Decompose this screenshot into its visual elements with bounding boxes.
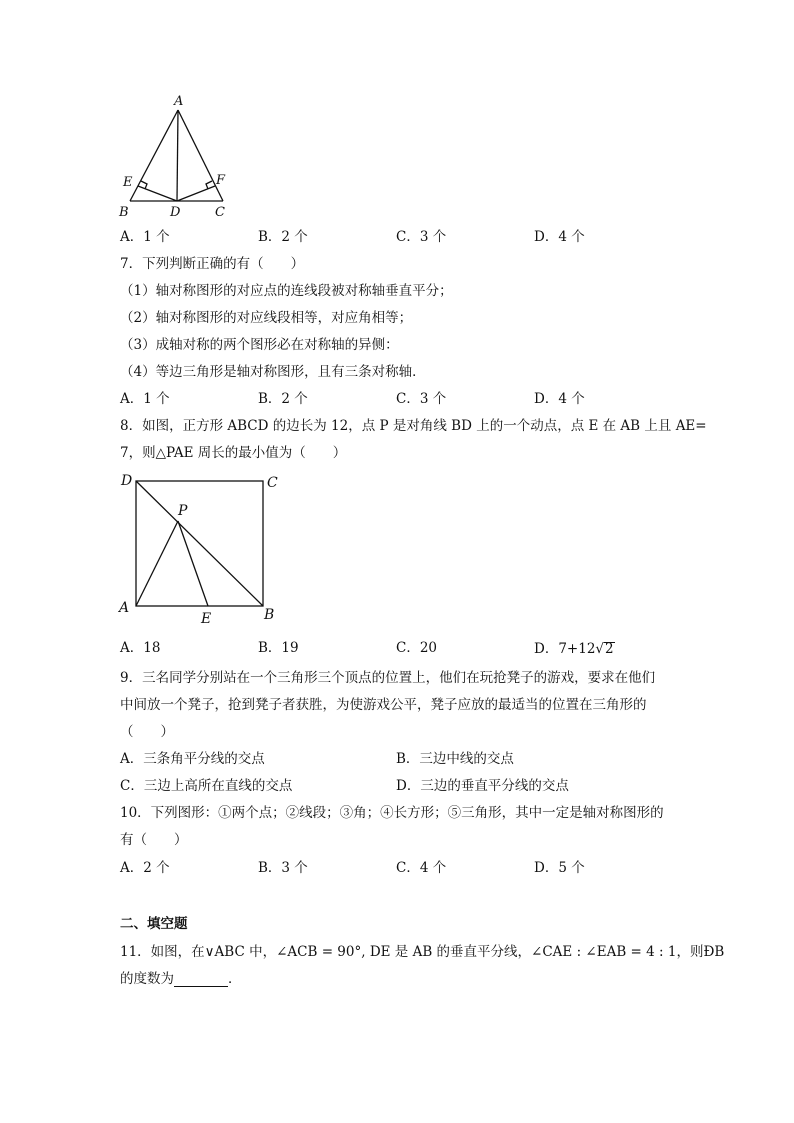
- q7-option-c: C．3 个: [396, 391, 447, 407]
- fig2-label-e: E: [201, 611, 212, 627]
- q6-option-b: B．2 个: [258, 229, 308, 245]
- sqrt-symbol: √: [595, 641, 605, 657]
- q10-option-d: D．5 个: [534, 860, 585, 876]
- q8-option-d: [534, 642, 615, 657]
- fig1-label-e: E: [123, 175, 133, 190]
- q10-line-1: 10．下列图形：①两个点；②线段；③角；④长方形；⑤三角形，其中一定是轴对称图形的: [120, 805, 664, 821]
- section-title-fill-in: 二、填空题: [120, 916, 188, 932]
- answer-blank[interactable]: [174, 974, 228, 987]
- fig1-label-a: A: [174, 94, 184, 109]
- q8-line-1: 8．如图，正方形 ABCD 的边长为 12，点 P 是对角线 BD 上的一个动点，点 E 在 AB 上且 AE=: [120, 418, 707, 434]
- fig2-label-d: D: [121, 473, 133, 489]
- q10-line-2: 有（ ）: [120, 832, 188, 848]
- q9-line-2: 中间放一个凳子，抢到凳子者获胜，为使游戏公平，凳子应放的最适当的位置在三角形的: [120, 697, 647, 713]
- q7-item-4: （4）等边三角形是轴对称图形，且有三条对称轴．: [120, 364, 426, 380]
- q6-option-c: C．3 个: [396, 229, 447, 245]
- q8-option-c: C．20: [396, 640, 438, 656]
- q8-option-d-prefix: D．7+12: [534, 641, 596, 657]
- q8-option-a: A．18: [120, 640, 161, 656]
- q7-option-d: D．4 个: [534, 391, 585, 407]
- q7-option-a: A．1 个: [120, 391, 170, 407]
- fig2-label-a: A: [119, 600, 130, 616]
- q10-option-c: C．4 个: [396, 860, 447, 876]
- q6-option-a: A．1 个: [120, 229, 170, 245]
- q8-option-d-radicand: 2: [605, 641, 614, 657]
- q9-line-1: 9．三名同学分别站在一个三角形三个顶点的位置上，他们在玩抢凳子的游戏，要求在他们: [120, 670, 656, 686]
- fig2-label-b: B: [264, 607, 275, 623]
- q9-option-d: D．三边的垂直平分线的交点: [396, 778, 569, 794]
- q11-line-2: [120, 973, 242, 987]
- q11-line-2-suffix: ．: [228, 971, 242, 987]
- q7-item-3: （3）成轴对称的两个图形必在对称轴的异侧：: [120, 337, 399, 353]
- q10-option-a: A．2 个: [120, 860, 170, 876]
- q10-option-b: B．3 个: [258, 860, 308, 876]
- fig2-label-c: C: [267, 475, 278, 491]
- q7-item-2: （2）轴对称图形的对应线段相等，对应角相等；: [120, 310, 413, 326]
- q8-option-b: B．19: [258, 640, 299, 656]
- fig1-label-f: F: [216, 173, 226, 188]
- fig1-label-d: D: [170, 205, 181, 220]
- fig1-label-c: C: [215, 205, 225, 220]
- q6-option-d: D．4 个: [534, 229, 585, 245]
- q7-stem: 7．下列判断正确的有（ ）: [120, 256, 305, 272]
- fig2-label-p: P: [178, 503, 188, 519]
- q9-option-b: B．三边中线的交点: [396, 751, 514, 767]
- q7-option-b: B．2 个: [258, 391, 308, 407]
- fig1-label-b: B: [119, 205, 129, 220]
- q8-line-2: 7，则△PAE 周长的最小值为（ ）: [120, 445, 347, 461]
- q7-item-1: （1）轴对称图形的对应点的连线段被对称轴垂直平分；: [120, 283, 453, 299]
- q11-line-1: 11．如图，在∨ABC 中，∠ACB = 90°, DE 是 AB 的垂直平分线，∠CAE : ∠EAB = 4 : 1，则ÐB: [120, 944, 725, 960]
- q11-line-2-prefix: 的度数为: [120, 971, 174, 987]
- q9-line-3: （ ）: [120, 724, 174, 740]
- q9-option-c: C．三边上高所在直线的交点: [120, 778, 293, 794]
- q9-option-a: A．三条角平分线的交点: [120, 751, 265, 767]
